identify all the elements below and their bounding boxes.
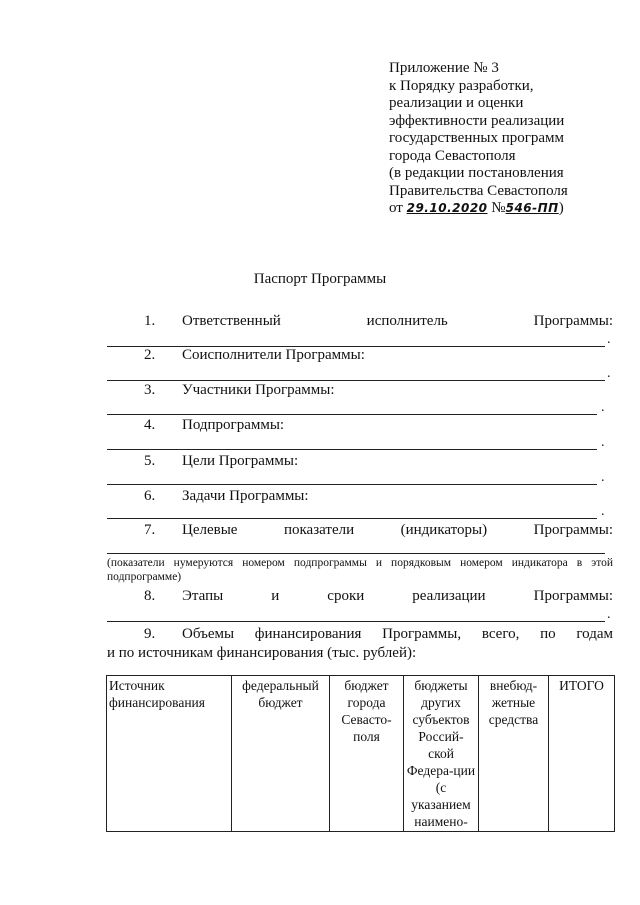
item-word: Программы: (533, 522, 613, 538)
item-text: Задачи Программы: (182, 488, 309, 504)
financing-table (106, 675, 615, 832)
item-number: 5. (144, 453, 156, 469)
line-period: . (601, 504, 605, 519)
appendix-line: (в редакции постановления (389, 165, 564, 181)
item-word: годам (576, 626, 613, 642)
item-word: сроки (327, 588, 365, 604)
passport-item-8 (107, 588, 613, 608)
appendix-line: государственных программ (389, 130, 565, 146)
item-word: Ответственный (182, 313, 281, 329)
item-text: Соисполнители Программы: (182, 347, 365, 363)
item-word: реализации (412, 588, 486, 604)
line-period: . (601, 435, 605, 450)
indicators-note: (показатели нумеруются номером подпрограммы и порядковым номером индикатора в этой подпрограмме) (107, 557, 613, 583)
appendix-date-line (389, 200, 629, 218)
passport-item-1 (107, 313, 613, 333)
number-prefix: № (491, 200, 506, 216)
appendix-line: Приложение № 3 (389, 60, 499, 76)
item-number: 7. (144, 522, 156, 538)
item-text: Подпрограммы: (182, 417, 285, 433)
table-header-cell: бюджет города Севасто-поля (330, 676, 404, 832)
item-number: 8. (144, 588, 156, 604)
fill-in-line (107, 553, 605, 554)
passport-item-7 (107, 522, 613, 542)
table-header-cell: федеральный бюджет (232, 676, 330, 832)
appendix-line: реализации и оценки (389, 95, 524, 111)
line-period: . (607, 366, 611, 381)
fill-in-line (107, 380, 605, 381)
item9-second-line: и по источникам финансирования (тыс. рублей): (107, 644, 417, 661)
appendix-line: города Севастополя (389, 147, 516, 164)
table-header-cell: ИТОГО (549, 676, 615, 832)
passport-item-4 (107, 417, 613, 437)
item-number: 9. (144, 626, 156, 642)
fill-in-line (107, 621, 605, 622)
item-text (182, 588, 613, 605)
fill-in-line (107, 484, 597, 485)
passport-item-5 (107, 453, 613, 473)
item-number: 4. (144, 417, 156, 433)
table-header-cell: внебюд-жетные средства (479, 676, 549, 832)
item-word: финансирования (254, 626, 362, 642)
passport-item-9 (107, 625, 613, 662)
page-title: Паспорт Программы (253, 271, 387, 287)
item9-first-line (107, 625, 613, 644)
closing-paren: ) (558, 200, 564, 216)
appendix-line: Правительства Севастополя (389, 182, 568, 199)
passport-item-6 (107, 488, 613, 508)
table-header-cell: Источник финансирования (107, 676, 232, 832)
table-header-cell: бюджеты других субъектов Россий-ской Федера-ции (с указанием наимено- (404, 676, 479, 832)
line-period: . (601, 470, 605, 485)
passport-item-3 (107, 382, 613, 402)
handwritten-date: 29.10.2020 (406, 201, 488, 215)
line-period: . (601, 400, 605, 415)
item-word: и (271, 588, 280, 604)
item-word: показатели (283, 522, 355, 538)
handwritten-number: 546-ПП (505, 201, 559, 215)
item-word: Программы: (533, 313, 613, 329)
appendix-line: к Порядку разработки, (389, 77, 534, 94)
item-word: исполнитель (366, 313, 448, 329)
fill-in-line (107, 414, 597, 415)
appendix-line: эффективности реализации (389, 112, 565, 129)
item-word: Этапы (182, 588, 224, 604)
item-word: (индикаторы) (400, 522, 488, 538)
item-word: всего, (481, 626, 520, 642)
item-text: Цели Программы: (182, 453, 299, 469)
item-word: Объемы (182, 626, 235, 642)
item-text (182, 313, 613, 330)
date-prefix: от (389, 200, 403, 216)
item-word: Программы: (533, 588, 613, 604)
item-word: Целевые (182, 522, 238, 538)
item-number: 3. (144, 382, 156, 398)
fill-in-line (107, 518, 597, 519)
item-number: 6. (144, 488, 156, 504)
item-number: 2. (144, 347, 156, 363)
fill-in-line (107, 449, 597, 450)
table-header-row (107, 676, 615, 832)
line-period: . (607, 332, 611, 347)
appendix-block (389, 60, 629, 218)
item-word: Программы, (382, 626, 462, 642)
item-text: Участники Программы: (182, 382, 335, 398)
item-text (182, 625, 613, 644)
item-text (182, 522, 613, 539)
item-word: по (540, 626, 556, 642)
line-period: . (607, 607, 611, 622)
item-number: 1. (144, 313, 156, 329)
passport-item-2 (107, 347, 613, 367)
